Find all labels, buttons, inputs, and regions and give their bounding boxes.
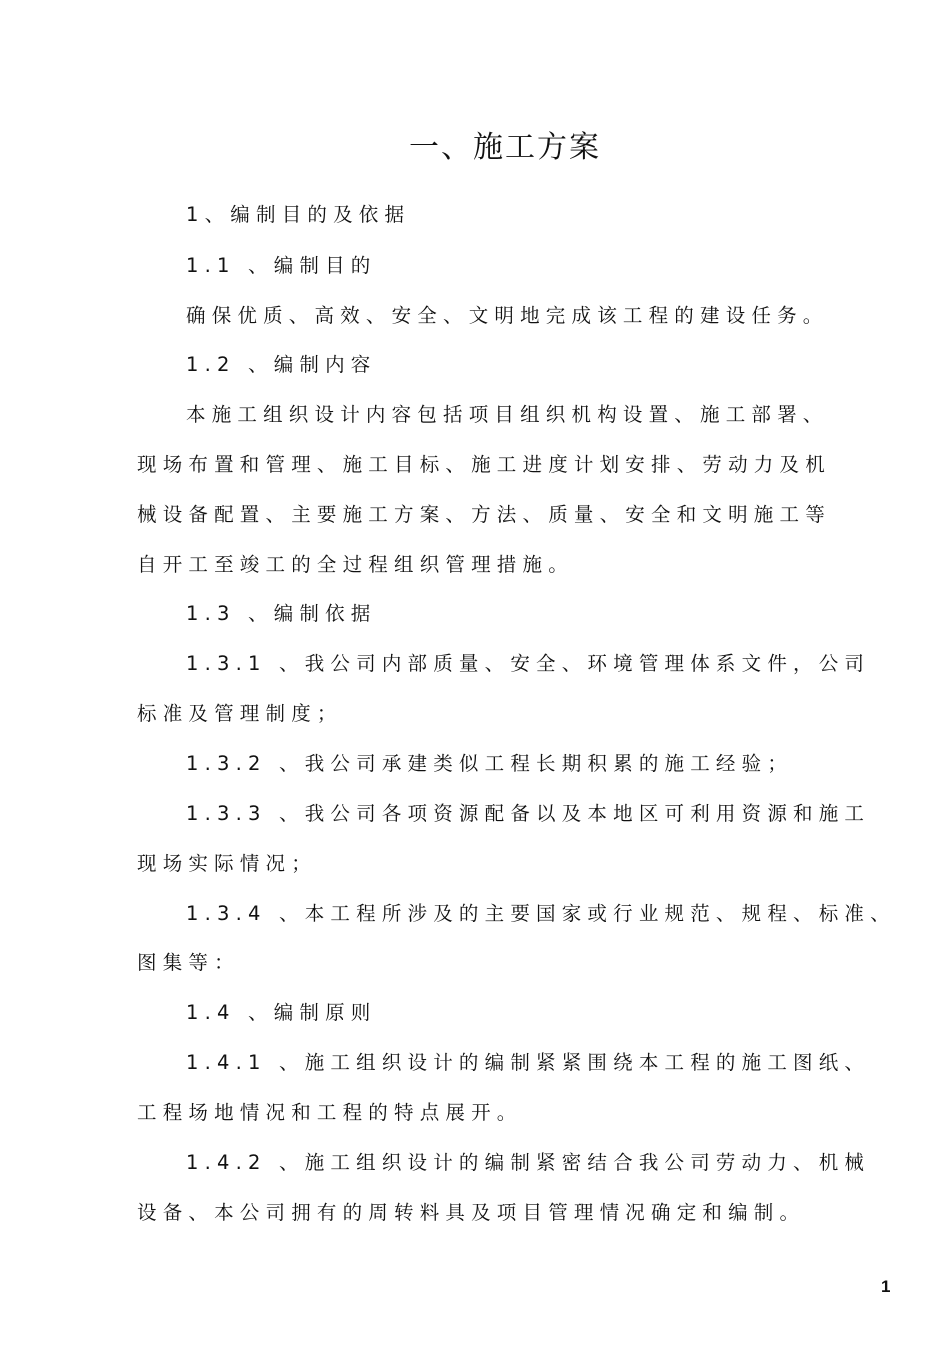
paragraph-line: 图集等：	[137, 951, 240, 974]
page-number: 1	[881, 1277, 891, 1296]
heading-1-4: 1.4 、编制原则	[186, 1001, 377, 1024]
heading-1-1: 1.1 、编制目的	[186, 254, 377, 277]
paragraph-line: 1.3.2 、我公司承建类似工程长期积累的施工经验；	[186, 752, 794, 775]
paragraph-line: 本施工组织设计内容包括项目组织机构设置、施工部署、	[186, 403, 829, 426]
heading-1-2: 1.2 、编制内容	[186, 353, 377, 376]
paragraph-line: 标准及管理制度；	[137, 702, 343, 725]
paragraph-line: 1.3.4 、本工程所涉及的主要国家或行业规范、规程、标准、	[186, 902, 896, 925]
heading-1: 1、编制目的及依据	[186, 203, 411, 226]
paragraph-line: 现场布置和管理、施工目标、施工进度计划安排、劳动力及机	[137, 453, 831, 476]
document-title: 一、施工方案	[409, 130, 601, 165]
paragraph-line: 工程场地情况和工程的特点展开。	[137, 1101, 523, 1124]
paragraph-line: 确保优质、高效、安全、文明地完成该工程的建设任务。	[186, 304, 829, 327]
paragraph-line: 1.3.1 、我公司内部质量、安全、环境管理体系文件，公司	[186, 652, 871, 675]
paragraph-line: 自开工至竣工的全过程组织管理措施。	[137, 553, 574, 576]
paragraph-line: 1.4.2 、施工组织设计的编制紧密结合我公司劳动力、机械	[186, 1151, 871, 1174]
paragraph-line: 1.3.3 、我公司各项资源配备以及本地区可利用资源和施工	[186, 802, 871, 825]
paragraph-line: 械设备配置、主要施工方案、方法、质量、安全和文明施工等	[137, 503, 831, 526]
paragraph-line: 现场实际情况；	[137, 852, 317, 875]
paragraph-line: 设备、本公司拥有的周转料具及项目管理情况确定和编制。	[137, 1201, 806, 1224]
paragraph-line: 1.4.1 、施工组织设计的编制紧紧围绕本工程的施工图纸、	[186, 1051, 871, 1074]
heading-1-3: 1.3 、编制依据	[186, 602, 377, 625]
